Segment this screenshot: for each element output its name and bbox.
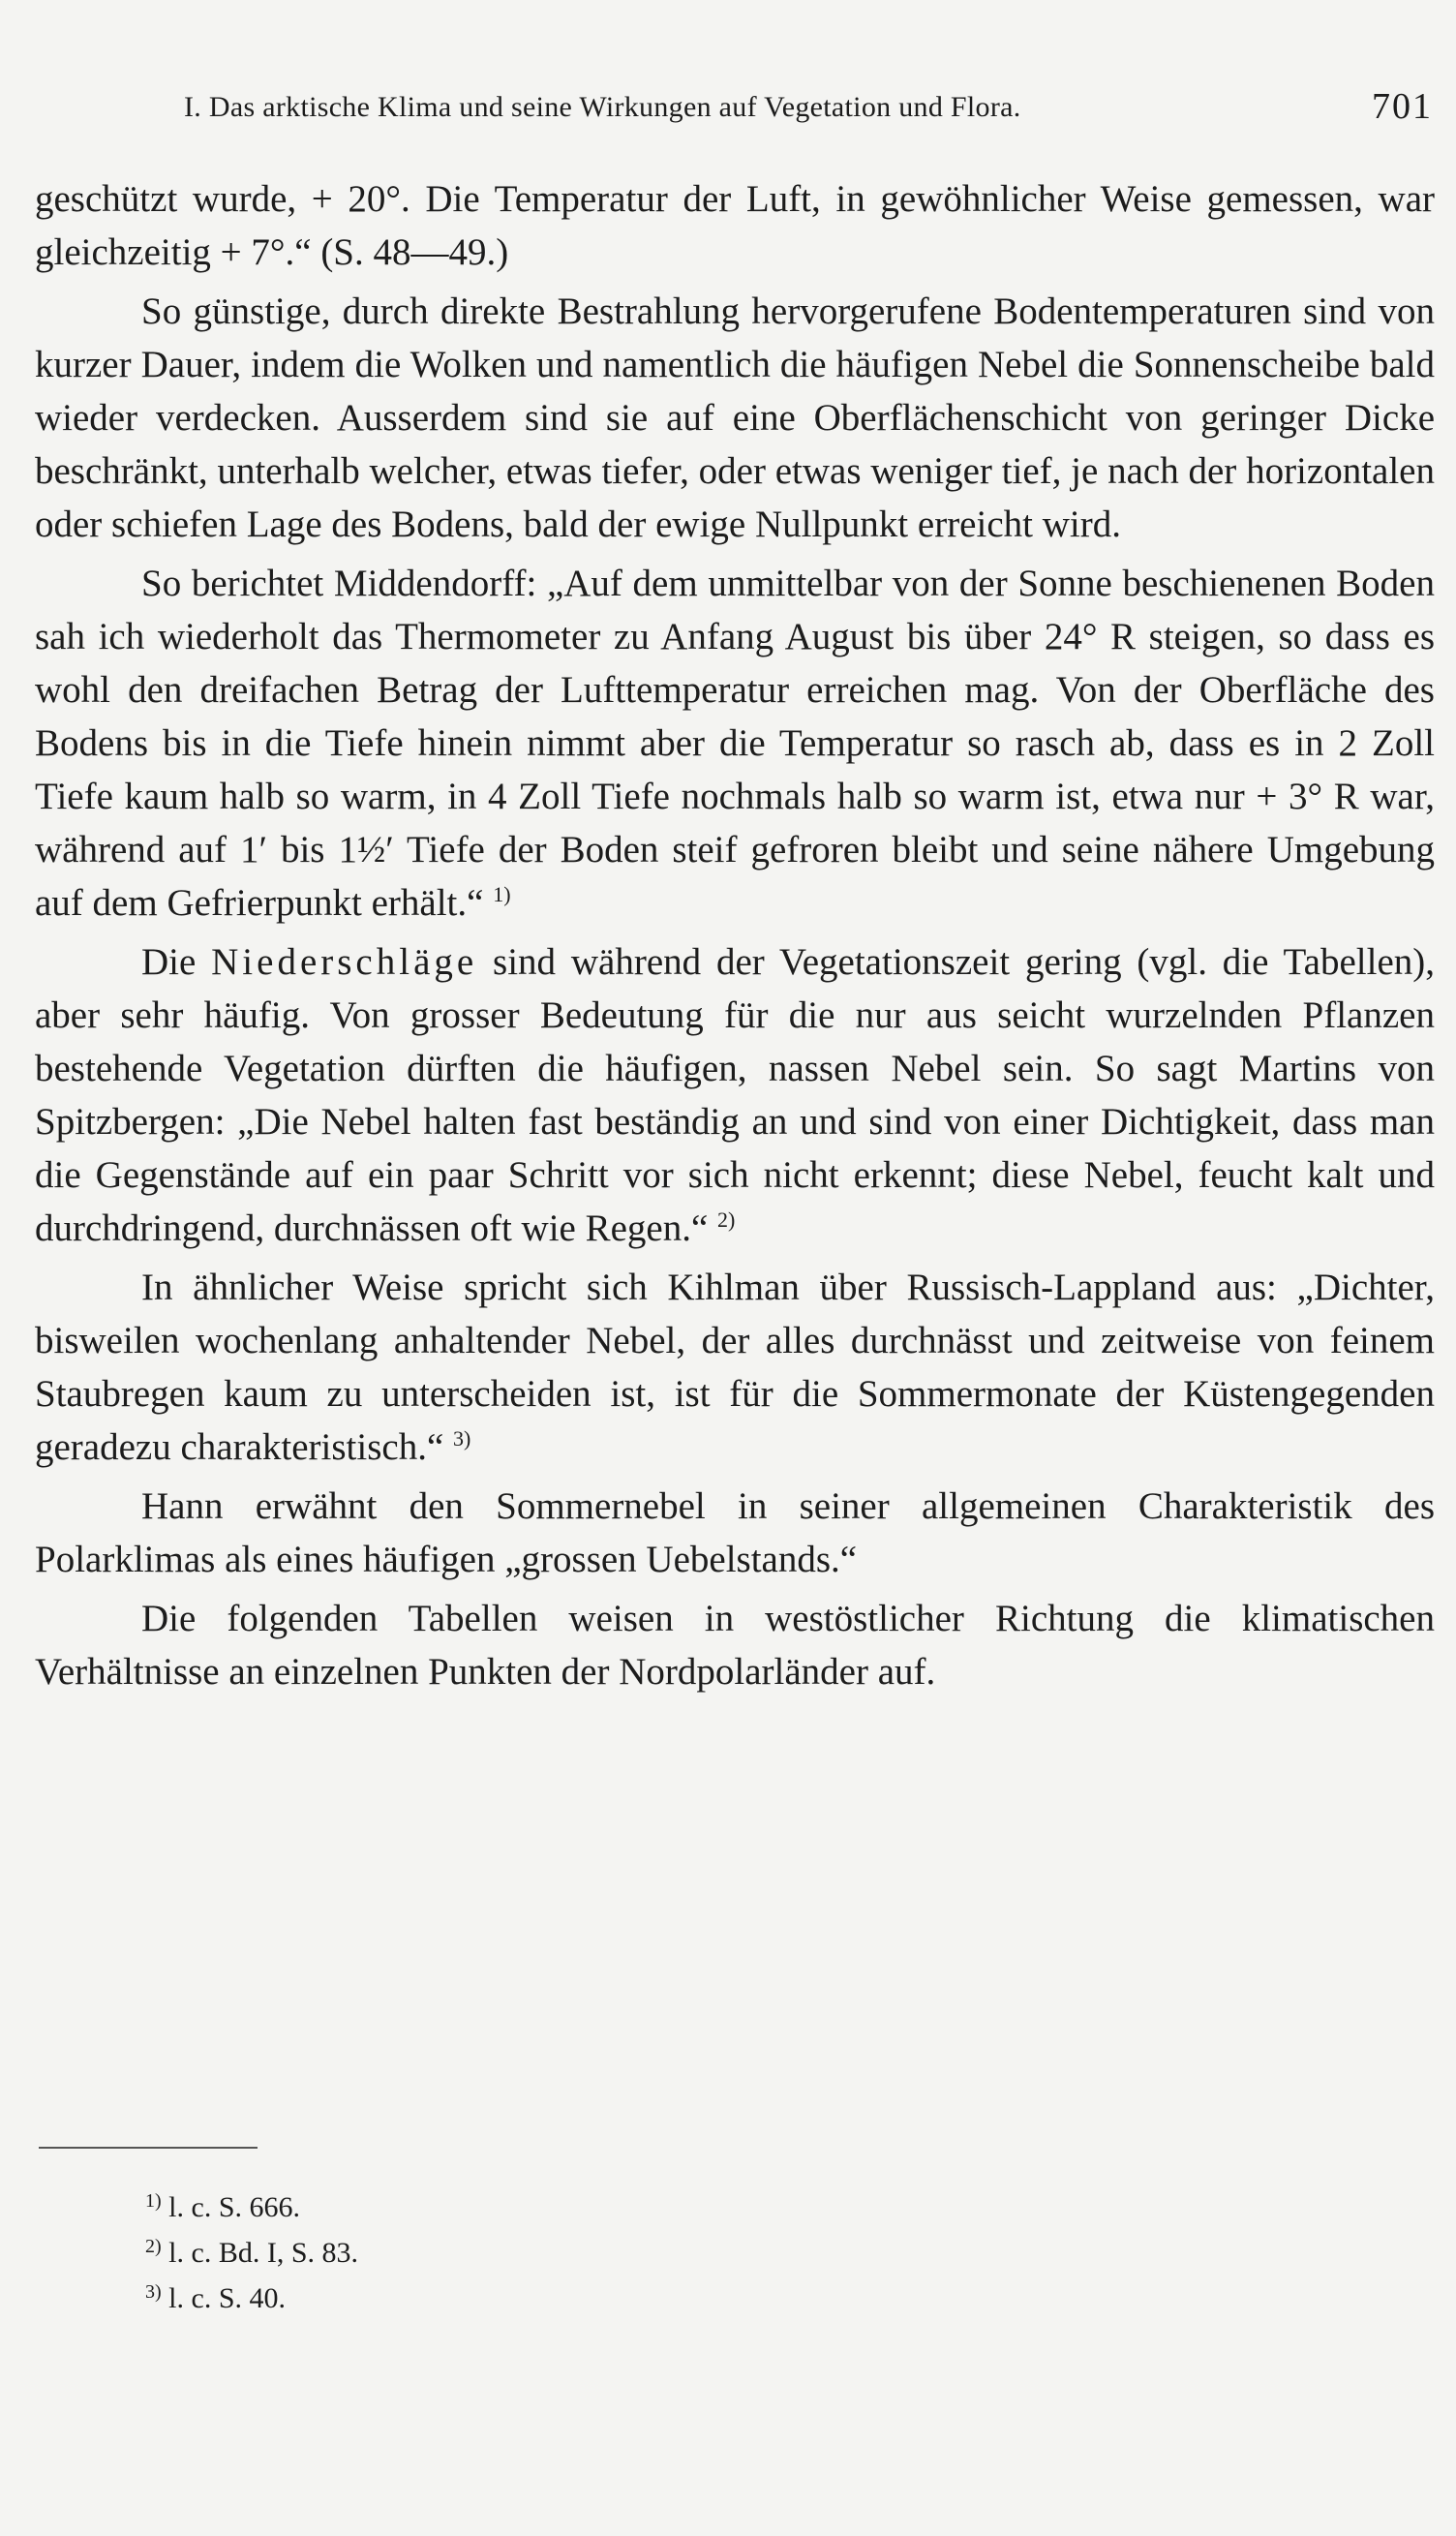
footnote-mark: 2) xyxy=(145,2236,162,2257)
footnote-text: l. c. S. 40. xyxy=(168,2282,287,2314)
footnote-ref-1: 1) xyxy=(493,882,511,906)
footnotes xyxy=(145,2185,358,2321)
footnote-3 xyxy=(145,2276,358,2321)
body-text xyxy=(35,172,1435,1698)
footnote-mark: 3) xyxy=(145,2281,162,2303)
paragraph-4-text: sind während der Vegetationszeit gering (vgl. die Tabellen), aber sehr häufig. Von grosser Bedeutung für die nur aus seicht wurzelnden Pflanzen bestehende Vegetation dürften die häufigen, nassen Nebel sein. So sagt Martins von Spitzbergen: „Die Nebel halten fast beständig an und sind von einer Dichtigkeit, dass man die Gegenstände auf ein paar Schritt vor sich nicht erkennt; diese Nebel, feucht kalt und durchdringend, durchnässen oft wie Regen.“ xyxy=(35,941,1436,1249)
footnote-ref-3: 3) xyxy=(453,1426,471,1451)
paragraph-7 xyxy=(35,1592,1435,1698)
paragraph-2-text: So günstige, durch direkte Bestrahlung hervorgerufene Bodentemperaturen sind von kurzer Dauer, indem die Wolken und namentlich die häufigen Nebel die Sonnenscheibe bald wieder verdecken. Ausserdem sind sie auf eine Oberflächenschicht von geringer Dicke beschränkt, unterhalb welcher, etwas tiefer, oder etwas weniger tief, je nach der horizontalen oder schiefen Lage des Bodens, bald der ewige Nullpunkt erreicht wird. xyxy=(35,290,1435,545)
footnote-text: l. c. Bd. I, S. 83. xyxy=(168,2237,359,2269)
paragraph-5-text: In ähnlicher Weise spricht sich Kihlman über Russisch-Lappland aus: „Dichter, bisweilen wochenlang anhaltender Nebel, der alles durchnässt und zeitweise von feinem Staubregen kaum zu unterscheiden ist, ist für die Sommermonate der Küstengegenden geradezu charakteristisch.“ xyxy=(35,1267,1435,1468)
paragraph-6 xyxy=(35,1480,1435,1586)
paragraph-1-text: geschützt wurde, + 20°. Die Temperatur der Luft, in gewöhnlicher Weise gemessen, war gleichzeitig + 7°.“ (S. 48—49.) xyxy=(35,178,1435,273)
page-number: 701 xyxy=(1372,86,1433,127)
paragraph-1 xyxy=(35,172,1435,279)
paragraph-2 xyxy=(35,285,1435,551)
paragraph-3 xyxy=(35,557,1435,930)
paragraph-7-text: Die folgenden Tabellen weisen in westöstlicher Richtung die klimatischen Verhältnisse an einzelnen Punkten der Nordpolarländer auf. xyxy=(35,1598,1435,1693)
footnote-2 xyxy=(145,2230,358,2276)
paragraph-6-text: Hann erwähnt den Sommernebel in seiner allgemeinen Charakteristik des Polarklimas als eines häufigen „grossen Uebelstands.“ xyxy=(35,1485,1435,1580)
footnote-text: l. c. S. 666. xyxy=(168,2191,301,2223)
footnote-divider xyxy=(39,2147,258,2149)
emphasized-term: Niederschläge xyxy=(211,941,478,983)
paragraph-5 xyxy=(35,1261,1435,1474)
paragraph-3-text: So berichtet Middendorff: „Auf dem unmittelbar von der Sonne beschienenen Boden sah ich wiederholt das Thermometer zu Anfang August bis über 24° R steigen, so dass es wohl den dreifachen Betrag der Lufttemperatur erreichen mag. Von der Oberfläche des Bodens bis in die Tiefe hinein nimmt aber die Temperatur so rasch ab, dass es in 2 Zoll Tiefe kaum halb so warm, in 4 Zoll Tiefe nochmals halb so warm ist, etwa nur + 3° R war, während auf 1′ bis 1½′ Tiefe der Boden steif gefroren bleibt und seine nähere Umgebung auf dem Gefrierpunkt erhält.“ xyxy=(35,563,1435,924)
paragraph-4 xyxy=(35,935,1435,1255)
paragraph-4-lead: Die xyxy=(141,941,197,983)
footnote-mark: 1) xyxy=(145,2190,162,2212)
running-title: I. Das arktische Klima und seine Wirkungen auf Vegetation und Flora. xyxy=(184,91,1021,123)
footnote-ref-2: 2) xyxy=(717,1207,736,1232)
page-header xyxy=(184,85,1433,134)
footnote-1 xyxy=(145,2185,358,2230)
